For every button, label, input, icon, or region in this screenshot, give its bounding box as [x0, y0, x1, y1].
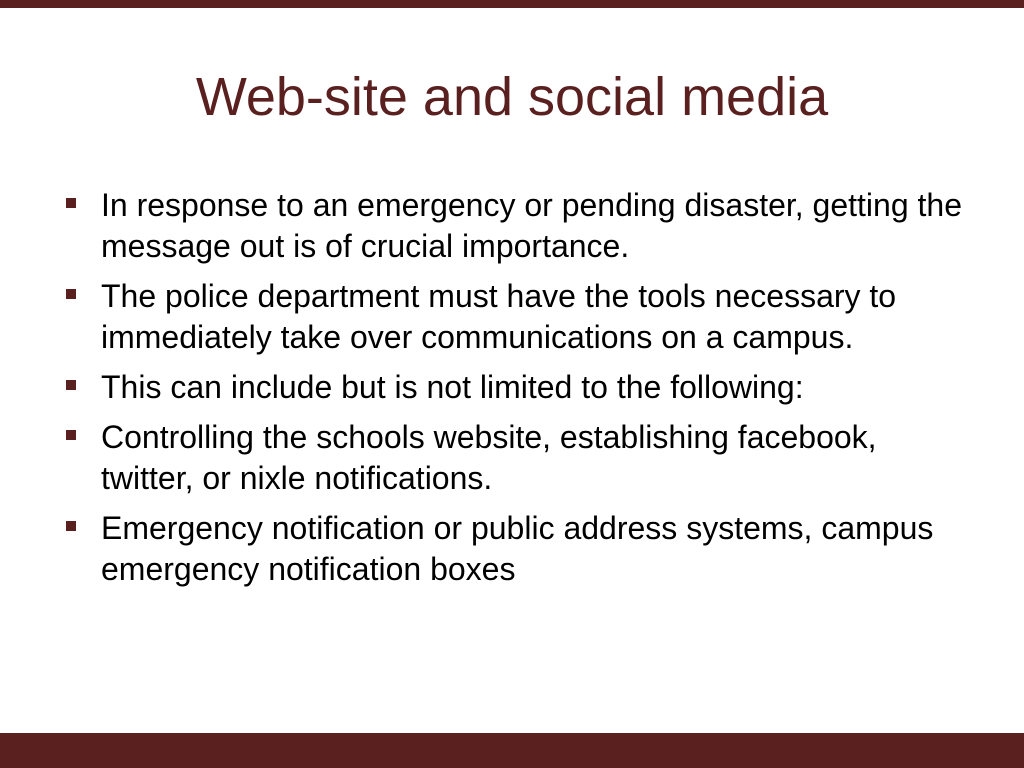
bullet-text: Controlling the schools website, establishing facebook, twitter, or nixle notifications. — [101, 419, 877, 496]
bullet-text: This can include but is not limited to the following: — [101, 369, 804, 405]
bullet-text: Emergency notification or public address systems, campus emergency notification boxes — [101, 510, 934, 587]
bullet-item — [66, 367, 976, 408]
slide-title: Web-site and social media — [195, 67, 829, 127]
bullet-text: The police department must have the tools necessary to immediately take over communications on a campus. — [101, 278, 897, 355]
bullet-item — [66, 417, 976, 499]
square-bullet-icon — [66, 430, 76, 440]
bullet-list — [66, 185, 976, 599]
bullet-item — [66, 185, 976, 267]
bullet-item — [66, 276, 976, 358]
square-bullet-icon — [66, 289, 76, 299]
square-bullet-icon — [66, 198, 76, 208]
square-bullet-icon — [66, 521, 76, 531]
bullet-item — [66, 508, 976, 590]
bullet-text: In response to an emergency or pending disaster, getting the message out is of crucial importance. — [101, 187, 962, 264]
bottom-accent-bar — [0, 733, 1024, 768]
square-bullet-icon — [66, 380, 76, 390]
top-accent-bar — [0, 0, 1024, 8]
